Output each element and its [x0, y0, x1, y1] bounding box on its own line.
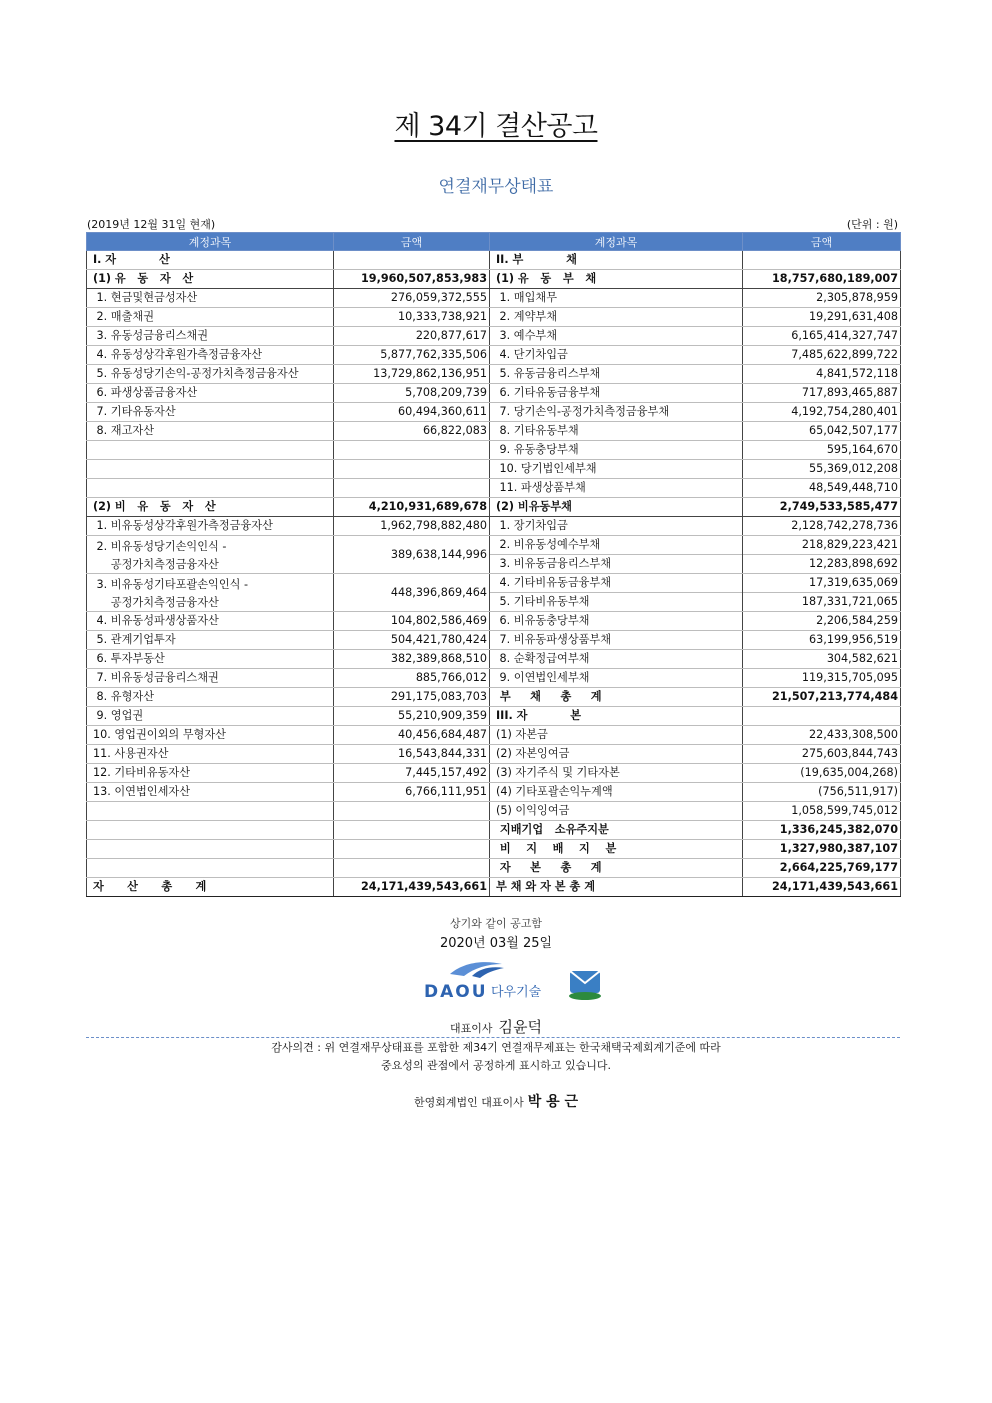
liability-account: 10. 당기법인세부채 [490, 460, 743, 479]
asset-amount [334, 859, 490, 878]
liability-account: 부 채 총 계 [490, 688, 743, 707]
balance-sheet-table [86, 232, 901, 897]
table-row [87, 346, 901, 365]
asset-amount: 504,421,780,424 [334, 631, 490, 650]
liability-account: (1) 유 동 부 채 [490, 270, 743, 289]
liability-amount: 48,549,448,710 [743, 479, 901, 498]
liability-account: (3) 자기주식 및 기타자본 [490, 764, 743, 783]
asset-account: 12. 기타비유동자산 [87, 764, 334, 783]
liability-account: 6. 비유동충당부채 [490, 612, 743, 631]
asset-amount: 291,175,083,703 [334, 688, 490, 707]
asset-amount: 382,389,868,510 [334, 650, 490, 669]
date-note: (2019년 12월 31일 현재) [87, 218, 216, 231]
asset-account: 5. 유동성당기손익-공정가치측정금융자산 [87, 365, 334, 384]
liability-account-pair [490, 536, 743, 574]
asset-account-line2: 공정가치측정금융자산 [93, 557, 219, 571]
liability-amount: 2,749,533,585,477 [743, 498, 901, 517]
asset-amount: 220,877,617 [334, 327, 490, 346]
liability-account: (1) 자본금 [490, 726, 743, 745]
liability-amount: (19,635,004,268) [743, 764, 901, 783]
liability-account: 자 본 총 계 [490, 859, 743, 878]
liability-amount: 7,485,622,899,722 [743, 346, 901, 365]
header-amount-left: 금액 [334, 233, 490, 251]
section-liabilities: II. 부 채 [490, 251, 743, 270]
table-row [87, 479, 901, 498]
asset-account: 1. 현금및현금성자산 [87, 289, 334, 308]
table-row [87, 745, 901, 764]
liability-amount: 275,603,844,743 [743, 745, 901, 764]
asset-account: 7. 비유동성금융리스채권 [87, 669, 334, 688]
liability-account: 5. 유동금융리스부채 [490, 365, 743, 384]
total-assets-amount: 24,171,439,543,661 [334, 878, 490, 897]
asset-account: 10. 영업권이외의 무형자산 [87, 726, 334, 745]
liability-account: III. 자 본 [490, 707, 743, 726]
asset-account [87, 574, 334, 612]
table-row [87, 783, 901, 802]
liability-account: 비 지 배 지 분 [490, 840, 743, 859]
table-row [87, 365, 901, 384]
table-row [87, 821, 901, 840]
empty-cell [743, 251, 901, 270]
liability-amount: 218,829,223,421 [801, 538, 898, 551]
liability-amount: 2,128,742,278,736 [743, 517, 901, 536]
liability-amount: 21,507,213,774,484 [743, 688, 901, 707]
liability-amount: 65,042,507,177 [743, 422, 901, 441]
table-row [87, 403, 901, 422]
page-title: 제 34기 결산공고 [394, 111, 598, 142]
divider [86, 1037, 900, 1038]
asset-amount [334, 460, 490, 479]
asset-account: 8. 재고자산 [87, 422, 334, 441]
table-row [87, 631, 901, 650]
liability-account: 3. 예수부채 [490, 327, 743, 346]
auditor-signature [0, 1091, 992, 1111]
liability-account: 2. 비유동성예수부채 [496, 538, 601, 551]
liability-account: 1. 매입채무 [490, 289, 743, 308]
asset-amount: 276,059,372,555 [334, 289, 490, 308]
liability-amount: 304,582,621 [743, 650, 901, 669]
asset-account: 2. 매출채권 [87, 308, 334, 327]
audit-opinion-line2: 중요성의 관점에서 공정하게 표시하고 있습니다. [380, 1059, 611, 1072]
table-row [87, 650, 901, 669]
notice-text: 상기와 같이 공고함 [449, 917, 542, 930]
auditor-name: 박 용 근 [527, 1094, 579, 1110]
asset-amount: 6,766,111,951 [334, 783, 490, 802]
table-row [87, 327, 901, 346]
liability-amount-pair [743, 536, 901, 574]
total-assets-label: 자 산 총 계 [87, 878, 334, 897]
section-row [87, 251, 901, 270]
table-row [87, 707, 901, 726]
asset-account-line1: 3. 비유동성기타포괄손익인식 - [93, 577, 249, 591]
liability-account: 8. 기타유동부채 [490, 422, 743, 441]
asset-amount: 16,543,844,331 [334, 745, 490, 764]
asset-amount: 10,333,738,921 [334, 308, 490, 327]
table-row [87, 726, 901, 745]
liability-account: 1. 장기차입금 [490, 517, 743, 536]
asset-amount: 19,960,507,853,983 [334, 270, 490, 289]
liability-account: (5) 이익잉여금 [490, 802, 743, 821]
liability-amount: 12,283,898,692 [743, 554, 900, 573]
asset-account: (2) 비 유 동 자 산 [87, 498, 334, 517]
asset-amount [334, 821, 490, 840]
liability-amount: (756,511,917) [743, 783, 901, 802]
asset-account [87, 821, 334, 840]
table-row [87, 270, 901, 289]
liability-account: 11. 파생상품부채 [490, 479, 743, 498]
liability-account: 7. 비유동파생상품부채 [490, 631, 743, 650]
liability-amount: 717,893,465,887 [743, 384, 901, 403]
asset-account [87, 479, 334, 498]
asset-account: 13. 이연법인세자산 [87, 783, 334, 802]
liability-amount: 1,327,980,387,107 [743, 840, 901, 859]
asset-account: 3. 유동성금융리스채권 [87, 327, 334, 346]
asset-account [87, 840, 334, 859]
table-row [87, 384, 901, 403]
header-account-right: 계정과목 [490, 233, 743, 251]
liability-amount: 2,206,584,259 [743, 612, 901, 631]
asset-amount: 5,708,209,739 [334, 384, 490, 403]
table-row [87, 517, 901, 536]
asset-amount: 1,962,798,882,480 [334, 517, 490, 536]
table-row [87, 840, 901, 859]
liability-amount: 2,664,225,769,177 [743, 859, 901, 878]
asset-account: 9. 영업권 [87, 707, 334, 726]
liability-account: 9. 유동충당부채 [490, 441, 743, 460]
liability-amount: 18,757,680,189,007 [743, 270, 901, 289]
asset-account: 7. 기타유동자산 [87, 403, 334, 422]
table-row [87, 802, 901, 821]
liability-account: 지배기업 소유주지분 [490, 821, 743, 840]
section-assets: I. 자 산 [87, 251, 334, 270]
table-row [87, 498, 901, 517]
liability-amount: 119,315,705,095 [743, 669, 901, 688]
liability-amount: 19,291,631,408 [743, 308, 901, 327]
total-liabilities-equity-label: 부 채 와 자 본 총 계 [490, 878, 743, 897]
asset-amount: 104,802,586,469 [334, 612, 490, 631]
asset-account: 6. 파생상품금융자산 [87, 384, 334, 403]
asset-amount: 55,210,909,359 [334, 707, 490, 726]
asset-amount: 60,494,360,611 [334, 403, 490, 422]
liability-amount: 22,433,308,500 [743, 726, 901, 745]
liability-amount: 1,058,599,745,012 [743, 802, 901, 821]
table-row [87, 859, 901, 878]
asset-amount [334, 441, 490, 460]
asset-amount: 4,210,931,689,678 [334, 498, 490, 517]
ceo-signature [0, 1016, 992, 1037]
table-header-row [87, 233, 901, 251]
table-row [87, 460, 901, 479]
asset-amount: 389,638,144,996 [334, 536, 490, 574]
ceo-name: 김윤덕 [498, 1018, 542, 1036]
liability-account: 4. 기타비유동금융부채 [496, 576, 612, 589]
liability-amount: 1,336,245,382,070 [743, 821, 901, 840]
table-row [87, 422, 901, 441]
asset-account [87, 536, 334, 574]
liability-amount: 4,192,754,280,401 [743, 403, 901, 422]
statement-subtitle: 연결재무상태표 [438, 177, 554, 197]
liability-account: 7. 당기손익-공정가치측정금융부채 [490, 403, 743, 422]
liability-amount: 55,369,012,208 [743, 460, 901, 479]
liability-account: (4) 기타포괄손익누계액 [490, 783, 743, 802]
liability-amount-pair [743, 574, 901, 612]
notice-date: 2020년 03월 25일 [439, 936, 553, 951]
asset-account [87, 859, 334, 878]
table-row [87, 441, 901, 460]
company-logo [424, 958, 614, 1002]
asset-amount: 885,766,012 [334, 669, 490, 688]
asset-amount [334, 840, 490, 859]
asset-account [87, 460, 334, 479]
asset-account-line2: 공정가치측정금융자산 [93, 595, 219, 609]
liability-account: (2) 자본잉여금 [490, 745, 743, 764]
liability-account: 4. 단기차입금 [490, 346, 743, 365]
total-row [87, 878, 901, 897]
liability-amount: 63,199,956,519 [743, 631, 901, 650]
liability-account-pair [490, 574, 743, 612]
asset-account [87, 802, 334, 821]
total-liabilities-equity-amount: 24,171,439,543,661 [743, 878, 901, 897]
asset-amount: 5,877,762,335,506 [334, 346, 490, 365]
liability-amount: 2,305,878,959 [743, 289, 901, 308]
liability-amount: 595,164,670 [743, 441, 901, 460]
asset-amount: 448,396,869,464 [334, 574, 490, 612]
asset-account: 6. 투자부동산 [87, 650, 334, 669]
liability-amount: 4,841,572,118 [743, 365, 901, 384]
auditor-label: 한영회계법인 대표이사 [413, 1096, 524, 1109]
asset-amount: 66,822,083 [334, 422, 490, 441]
asset-account: 5. 관계기업투자 [87, 631, 334, 650]
asset-amount: 13,729,862,136,951 [334, 365, 490, 384]
asset-account: 4. 비유동성파생상품자산 [87, 612, 334, 631]
asset-account [87, 441, 334, 460]
table-row [87, 669, 901, 688]
ceo-label: 대표이사 [450, 1022, 493, 1035]
liability-account: 5. 기타비유동부채 [490, 592, 742, 611]
table-row [87, 574, 901, 612]
table-row [87, 536, 901, 574]
table-row [87, 688, 901, 707]
asset-account: 8. 유형자산 [87, 688, 334, 707]
liability-account: 2. 계약부채 [490, 308, 743, 327]
liability-amount: 17,319,635,069 [809, 576, 898, 589]
asset-account: 11. 사용권자산 [87, 745, 334, 764]
liability-account: 6. 기타유동금융부채 [490, 384, 743, 403]
asset-account: 1. 비유동성상각후원가측정금융자산 [87, 517, 334, 536]
empty-cell [334, 251, 490, 270]
unit-note: (단위 : 원) [846, 218, 898, 231]
header-account-left: 계정과목 [87, 233, 334, 251]
asset-account-line1: 2. 비유동성당기손익인식 - [93, 539, 227, 553]
table-row [87, 308, 901, 327]
asset-amount [334, 802, 490, 821]
asset-amount: 7,445,157,492 [334, 764, 490, 783]
liability-account: (2) 비유동부채 [490, 498, 743, 517]
liability-amount: 6,165,414,327,747 [743, 327, 901, 346]
asset-amount: 40,456,684,487 [334, 726, 490, 745]
liability-account: 8. 순확정급여부채 [490, 650, 743, 669]
table-row [87, 289, 901, 308]
logo-text: DAOU [424, 982, 488, 1002]
liability-account: 3. 비유동금융리스부채 [490, 554, 742, 573]
logo-korean: 다우기술 [491, 985, 542, 1000]
asset-account: (1) 유 동 자 산 [87, 270, 334, 289]
liability-amount [743, 707, 901, 726]
table-row [87, 612, 901, 631]
asset-amount [334, 479, 490, 498]
audit-opinion-line1: 감사의견 : 위 연결재무상태표를 포함한 제34기 연결재무제표는 한국채택국제회계기준에 따라 [271, 1041, 721, 1054]
asset-account: 4. 유동성상각후원가측정금융자산 [87, 346, 334, 365]
liability-amount: 187,331,721,065 [743, 592, 900, 611]
table-row [87, 764, 901, 783]
header-amount-right: 금액 [743, 233, 901, 251]
liability-account: 9. 이연법인세부채 [490, 669, 743, 688]
